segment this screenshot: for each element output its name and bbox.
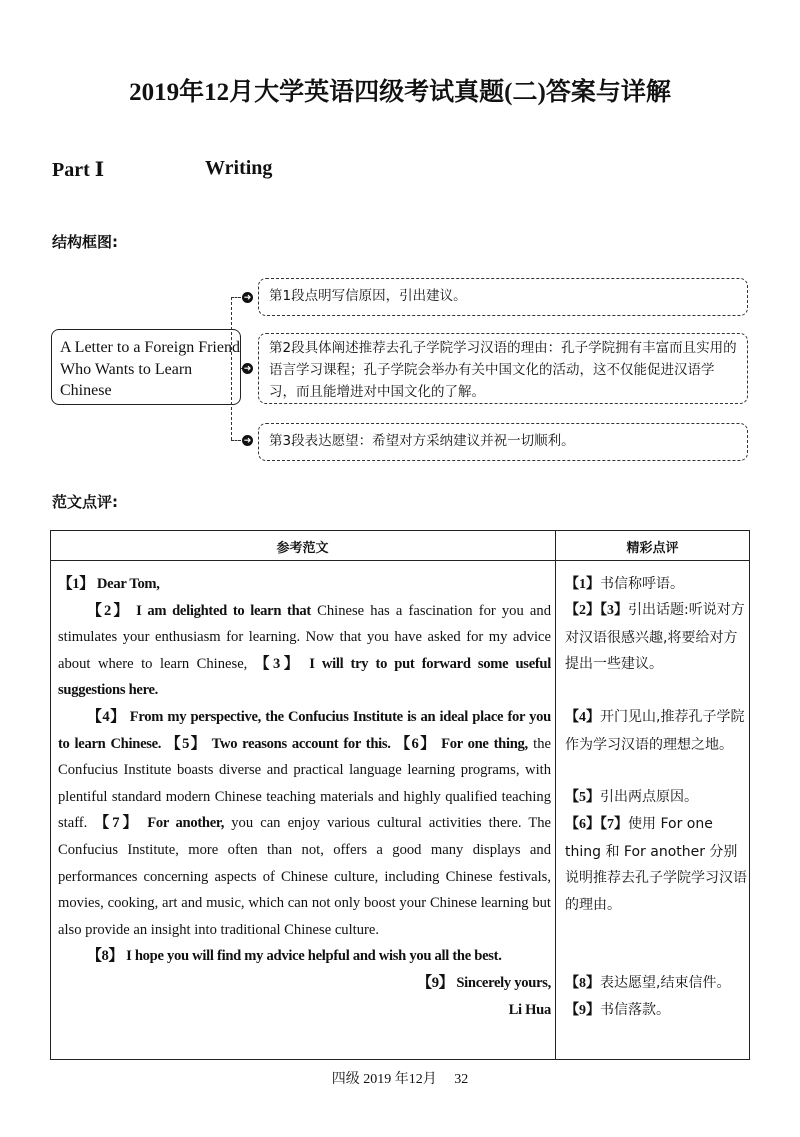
text: 开门见山,推荐孔子学院作为学习汉语的理想之地。 <box>565 709 745 753</box>
tag: 【1】 <box>565 577 600 592</box>
tag: 【5】 <box>565 790 600 805</box>
text: 表达愿望,结束信件。 <box>600 975 731 991</box>
sample-essay <box>58 571 551 1023</box>
tag: 【2】 <box>87 602 137 619</box>
column-divider <box>555 530 556 1060</box>
text: 书信称呼语。 <box>600 576 684 592</box>
note-3 <box>565 704 747 758</box>
essay-paragraph-3: 【8】 I hope you will find my advice helpful and wish you all the best. <box>87 948 502 965</box>
arrow-icon: ➜ <box>243 435 252 445</box>
text: Chinese has a fascination for you and stimulates your enthusiasm for learning. Now that you have asked for my advice about where to learn Chinese, <box>58 602 551 672</box>
column-header-notes: 精彩点评 <box>626 541 679 556</box>
column-header-essay: 参考范文 <box>276 541 329 556</box>
tag: 【6】【7】 <box>565 817 628 832</box>
note-2 <box>565 597 747 678</box>
review-heading: 范文点评: <box>52 493 118 511</box>
branch-3: 第3段表达愿望：希望对方采纳建议并祝一切顺利。 <box>258 423 748 461</box>
bold-phrase: 【3】 I will try to put forward some useful suggestions here. <box>58 655 551 699</box>
tag: 【9】 <box>565 1003 600 1018</box>
part-name: Writing <box>205 157 273 179</box>
branch-1: 第1段点明写信原因，引出建议。 <box>258 278 748 316</box>
structure-heading: 结构框图: <box>52 233 118 251</box>
tag: 【8】 <box>565 976 600 991</box>
signature: Li Hua <box>508 1001 551 1018</box>
note-7 <box>565 997 747 1025</box>
note-1 <box>565 571 747 599</box>
text: the Confucius Institute boasts diverse and practical language learning programs, with plentiful standard modern Chinese teaching materials and highly qualified teaching staff. <box>58 735 552 832</box>
header-divider <box>50 560 750 561</box>
connector <box>231 297 241 298</box>
note-5 <box>565 811 747 918</box>
tag: 【4】 <box>565 710 600 725</box>
closing: 【9】 Sincerely yours, <box>417 974 551 991</box>
page-footer: 四级 2019 年12月 32 <box>331 1072 469 1087</box>
essay-paragraph-1 <box>58 598 551 704</box>
text: 引出话题:听说对方对汉语很感兴趣,将要给对方提出一些建议。 <box>565 602 745 673</box>
connector <box>231 440 241 441</box>
arrow-icon: ➜ <box>243 292 252 302</box>
text: 使用 For one thing 和 For another 分别说明推荐去孔子学院学习汉语的理由。 <box>565 816 747 913</box>
page-title: 2019年12月大学英语四级考试真题(二)答案与详解 <box>129 79 671 106</box>
bold-phrase: I am delighted to learn that <box>136 602 311 619</box>
tag: 【2】【3】 <box>565 603 628 618</box>
note-6 <box>565 970 747 998</box>
arrow-icon: ➜ <box>243 363 252 373</box>
salutation: 【1】 Dear Tom, <box>58 576 160 592</box>
part-number: Part Ⅰ <box>52 159 105 181</box>
text: 书信落款。 <box>600 1002 670 1018</box>
text: you can enjoy various cultural activities there. The Confucius Institute, more often than not, offers a good many displays and performances concerning aspects of Chinese culture, including Chinese festivals, movies, cooking, art and music, which can not only boost your Chinese learning but also provide an insight into traditional Chinese culture. <box>58 815 552 938</box>
text: 引出两点原因。 <box>600 789 698 805</box>
note-4 <box>565 784 747 812</box>
connector <box>231 297 232 440</box>
essay-paragraph-2 <box>58 704 551 943</box>
bold-phrase: 【4】 From my perspective, the Confucius Institute is an ideal place for you to learn Chinese. 【5】 Two reasons account for this. 【6】 For one thing, <box>58 708 551 752</box>
bold-phrase: 【7】 For another, <box>94 815 225 832</box>
branch-2: 第2段具体阐述推荐去孔子学院学习汉语的理由：孔子学院拥有丰富而且实用的语言学习课程；孔子学院会举办有关中国文化的活动，这不仅能促进汉语学习，而且能增进对中国文化的了解。 <box>258 333 748 404</box>
topic-box: A Letter to a Foreign Friend Who Wants to Learn Chinese <box>51 329 241 405</box>
